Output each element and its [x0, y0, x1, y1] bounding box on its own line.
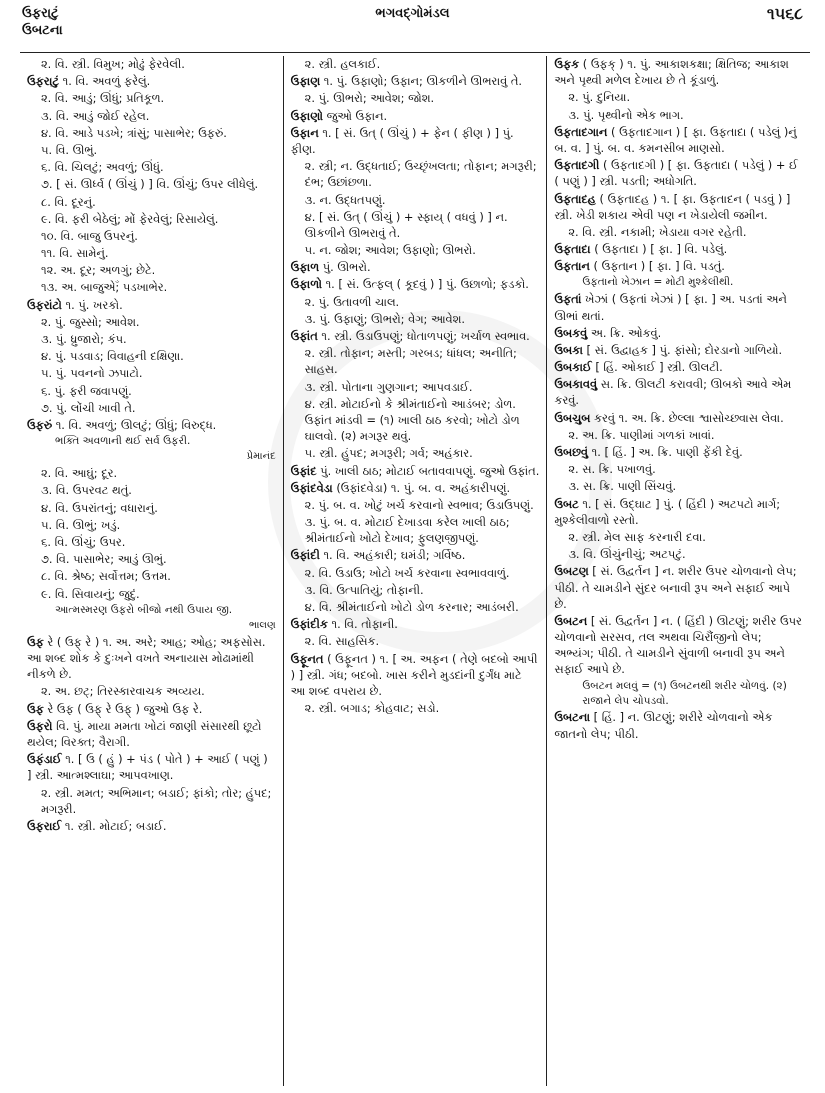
entry-sense: ૨. સ્ત્રી. મમત; અભિમાન; બડાઈ; ફાંકો; તોર; હુંપદ; મગરૂરી.: [41, 785, 272, 816]
entry-headword: ઉફાળ પું. ઊભરો.: [290, 260, 371, 275]
entry-sense: ૪. પું. પડવાડ; વિવાહની દક્ષિણા.: [41, 349, 184, 364]
entry-sense: ૪. વિ. આડે પડખે; ત્રાંસું; પાસાભેર; ઉફરું.: [41, 125, 227, 140]
dictionary-title: ભગવદ્ગોમંડલ: [375, 6, 450, 21]
entry-sense: ૯. વિ. સિવાયનું; જુદું.: [41, 586, 140, 601]
entry-headword: ઉબકાવવું સ. ક્રિ. ઊલટી કરાવવી; ઊબકો આવે એમ કરવું.: [554, 377, 792, 408]
header-first-word: ઉફરાટું: [22, 6, 59, 21]
entry-sense: ૩. વિ. ઊંચુંનીચું; અટપટું.: [568, 547, 686, 562]
dictionary-columns: [20, 56, 810, 1086]
column-middle: [283, 56, 547, 1086]
entry-headword: ઉબટન [ સં. ઉદ્વર્તન ] ન. ( હિંદી ) ઊટણું; શરીર ઉપર ચોળવાનો સરસવ, તલ અથવા ચિરૌંજીનો લેપ; અભ્યંગ; પીઠી. તે ચામડીને સુંવાળી બનાવી રૂપ અને સફાઈ આપે છે.: [554, 613, 802, 677]
entry-sense: ૨. વિ. સ્ત્રી. વિમુખ; મોઢું ફેરવેલી.: [41, 57, 185, 71]
entry-headword: ઉફાણ ૧. પું. ઉફાણો; ઉફાન; ઊકળીને ઊભરાવું તે.: [290, 74, 523, 89]
entry-sense: ૨. સ્ત્રી. મેલ સાફ કરનારી દવા.: [568, 529, 706, 544]
entry-headword: ઉફતાન ( ઉફતાન ) [ ફા. ] વિ. પડતું.: [554, 259, 725, 274]
entry-sense: ૨. અ. ક્રિ. પાણીમાં ગળકાં ખાવાં.: [568, 427, 715, 442]
entry-sense: ૩. પું. પૃથ્વીનો એક ભાગ.: [568, 107, 684, 122]
entry-headword: ઉફાન ૧. [ સં. ઉત્ ( ઊંચું ) + ફેન ( ફીણ ) ] પું. ફીણ.: [290, 125, 514, 156]
entry-sense: ૫. વિ. ઊભું; ખડું.: [41, 517, 121, 532]
entry-sense: ૩. પું. ઉફાણું; ઊભરો; વેગ; આવેશ.: [304, 311, 466, 326]
entry-headword: ઉફાંદવેડા (ઉફાંદવેડા) ૧. પું. બ. વ. અહંકારીપણું.: [290, 480, 511, 495]
entry-sense: ૫. વિ. ઊભું.: [41, 142, 98, 157]
entry-headword: ઉફાણો જુઓ ઉફાન.: [290, 108, 388, 123]
entry-sense: ૪. વિ. ઉપરાંતનું; વધારાનું.: [41, 500, 158, 515]
entry-sense: ૨. વિ. આઘું; દૂર.: [41, 466, 118, 481]
entry-sense: ૨. સ્ત્રી. તોફાન; મસ્તી; ગરબડ; ધાંધલ; અનીતિ; સાહસ.: [304, 346, 517, 377]
entry-sense: ૩. પું. ધ્રુજારો; કંપ.: [41, 332, 127, 346]
entry-sense: ૭. વિ. પાસાભેર; આડું ઊભું.: [41, 552, 167, 567]
entry-headword: ઉફતાદગી ( ઉફતાદગી ) [ ફા. ઉફતાદા ( પડેલું ) + ઈ ( પણું ) ] સ્ત્રી. પડતી; અધોગતિ.: [554, 158, 798, 189]
entry-sense: ૪. સ્ત્રી. મોટાઈનો કે શ્રીમંતાઈનો આડંબર; ડોળ. ઉફાંત માંડવી = (૧) ખાલી ઠાઠ કરવો; ખોટો ડોળ ઘાલવો. (૨) મગરૂર થવું.: [304, 396, 520, 444]
entry-headword: ઉબટના [ હિં. ] ન. ઊટણું; શરીરે ચોળવાનો એક જાતનો લેપ; પીઠી.: [554, 710, 773, 741]
entry-sense: ૨. સ્ત્રી. હલકાઈ.: [304, 57, 381, 71]
entry-headword: ઉબછવું ૧. [ હિં. ] અ. ક્રિ. પાણી ફેંકી દેવું.: [554, 445, 743, 460]
entry-sense: ૩. પું. બ. વ. મોટાઈ દેખાડવા કરેલ ખાલી ઠાઠ; શ્રીમંતાઈનો ખોટો દેખાવ; ફુલણજીપણું.: [304, 515, 510, 546]
entry-headword: ઉફક ( ઉફક્ ) ૧. પું. આકાશકક્ષા; ક્ષિતિજ; આકાશ અને પૃથ્વી મળેલ દેખાય છે તે કૂંડાળું.: [554, 57, 789, 88]
entry-sense: ૬. વિ. ચિલટું; અવળું; ઊંધું.: [41, 160, 164, 175]
page-number: ૧૫૬૮: [766, 4, 803, 23]
entry-headword: ઉબકવું અ. ક્રિ. ઓકવું.: [554, 325, 662, 340]
column-left: [20, 56, 283, 1086]
entry-sense: ૩. સ. ક્રિ. પાણી સિંચવું.: [568, 479, 677, 494]
entry-sense: ૨. પું. ઉતાવળી ચાલ.: [304, 294, 400, 309]
quotation-source: ભાલણ: [248, 619, 276, 631]
entry-headword: ઉફરો વિ. પું. માયા મમતા ખોટાં જાણી સંસારથી છૂટો થયેલ; વિરક્ત; વૈરાગી.: [27, 718, 262, 749]
entry-headword: ઉફ રે ( ઉફ્ રે ) ૧. અ. અરે; આહ; ઓહ; અફસોસ. આ શબ્દ શોક કે દુઃખને વખતે અનાયાસ મોઢામાંથી નીકળે છે.: [27, 634, 266, 682]
entry-sense: ૭. પું. લોંચી ખાવી તે.: [41, 400, 136, 415]
entry-sense: ૨. સ. ક્રિ. પખાળવું.: [568, 462, 656, 477]
entry-sense: ૧૦. વિ. બાજુ ઉપરનું.: [41, 228, 138, 243]
entry-sense: ૨. પું. દુનિયા.: [568, 90, 631, 105]
entry-quotation: ઉફતાનો ખેઝાન = મોટી મુશ્કેલીથી.: [582, 276, 734, 289]
entry-sense: ૨. પું. ઊભરો; આવેશ; જોશ.: [304, 91, 435, 106]
entry-sense: ૫. સ્ત્રી. હુંપદ; મગરૂરી; ગર્વ; અહંકાર.: [304, 446, 473, 461]
entry-sense: ૨. વિ. સાહસિક.: [304, 634, 380, 649]
entry-sense: ૨. વિ. આડું; ઊંધું; પ્રતિકૂળ.: [41, 91, 165, 106]
entry-headword: ઉબકા [ સં. ઉદ્વાહક ] પું. ફાંસો; દોરડાનો ગાળિયો.: [554, 342, 783, 357]
entry-sense: ૨. વિ. સ્ત્રી. નકામી; ખેડાયા વગર રહેતી.: [568, 224, 747, 239]
entry-sense: ૨. વિ. ઉડાઉ; ખોટો ખર્ચ કરવાના સ્વભાવવાળું.: [304, 565, 510, 580]
entry-sense: ૨. પું. જુસ્સો; આવેશ.: [41, 314, 140, 329]
entry-sense: ૩. વિ. ઉત્પાતિયું; તોફાની.: [304, 582, 424, 597]
entry-sense: ૨. પું. બ. વ. ખોટું ખર્ચ કરવાનો સ્વભાવ; ઉડાઉપણું.: [304, 497, 534, 512]
entry-sense: ૨. અ. છટ્; તિરસ્કારવાચક અવ્યય.: [41, 684, 205, 699]
entry-headword: ઉફરાટું ૧. વિ. અવળું ફરેલું.: [27, 74, 151, 89]
entry-headword: ઉફાંદ પું. ખાલી ઠાઠ; મોટાઈ બતાવવાપણું. જુઓ ઉફાંત.: [290, 463, 540, 478]
entry-sense: ૧૩. અ. બાજુએઁ; પડખાભેર.: [41, 280, 168, 295]
entry-sense: ૩. વિ. ઉપરવટ થતું.: [41, 483, 132, 498]
entry-headword: ઉફૂનત ( ઉફૂનત ) ૧. [ અ. અફન ( તેણે બદબો આપી ) ] સ્ત્રી. ગંધ; બદબો. ખાસ કરીને મુડદાંની દુર્ગંધ માટે આ શબ્દ વપરાય છે.: [290, 651, 538, 698]
entry-sense: ૮. વિ. શ્રેષ્ઠ; સર્વોત્તમ; ઉત્તમ.: [41, 569, 171, 584]
entry-sense: ૩. વિ. આડું જોઈ રહેલ.: [41, 108, 150, 123]
entry-headword: ઉબચુબ કરવું ૧. અ. ક્રિ. છેલ્લા શ્વાસોચ્છ્વાસ લેવા.: [554, 410, 784, 425]
quotation-source: પ્રેમાનંદ: [246, 451, 276, 463]
entry-sense: ૧૨. અ. દૂર; અળગું; છેટે.: [41, 263, 156, 278]
entry-headword: ઉફ રે ઉફ ( ઉફ્ રે ઉફ્ ) જુઓ ઉફ રે.: [27, 701, 203, 716]
entry-headword: ઉફરાંટો ૧. પું. ખરકો.: [27, 297, 123, 312]
entry-sense: ૪. વિ. શ્રીમંતાઈનો ખોટો ડોળ કરનાર; આડંબરી.: [304, 600, 519, 614]
entry-headword: ઉબટણ [ સં. ઉદ્વર્તન ] ન. શરીર ઉપર ચોળવાનો લેપ; પીઠી. તે ચામડીને સુંદર બનાવી રૂપ અને સફાઈ આપે છે.: [554, 564, 797, 611]
entry-sense: ૫. પું. પવનનો ઝપાટો.: [41, 366, 143, 381]
entry-headword: ઉફરાઈ ૧. સ્ત્રી. મોટાઈ; બડાઈ.: [27, 818, 167, 833]
entry-quotation: ઉબટન મલવું = (૧) ઉબટનથી શરીર ચોળવું. (૨) રાજાને લેપ ચોપડવો.: [582, 679, 787, 707]
entry-sense: ૨. સ્ત્રી. બગાડ; કોહવાટ; સડો.: [304, 701, 440, 716]
page-header: [0, 0, 825, 38]
entry-headword: ઉફાંદીક ૧. વિ. તોફાની.: [290, 617, 398, 632]
entry-headword: ઉફાંત ૧. સ્ત્રી. ઉડાઉપણું; ધોતાળપણું; ખર્ચાળ સ્વભાવ.: [290, 329, 530, 343]
entry-quotation: આત્મસ્મરણ ઉફરો બીજો નથી ઉપાય જી.: [55, 603, 233, 616]
entry-sense: ૬. વિ. ઊંચું; ઉપર.: [41, 534, 126, 549]
entry-headword: ઉફતાદા ( ઉફતાદા ) [ ફા. ] વિ. પડેલું.: [554, 242, 728, 257]
entry-sense: ૯. વિ. ફરી બેઠેલું; મોં ફેરવેલું; રિસાયેલું.: [41, 211, 219, 226]
entry-sense: ૧૧. વિ. સામેનું.: [41, 246, 109, 261]
entry-headword: ઉફાળો ૧. [ સં. ઉત્ફલ્ ( કૂદવું ) ] પું. ઉછાળો; ફડકો.: [290, 277, 529, 292]
entry-quotation: ભક્તિ અવળાની થઈ સર્વ ઉફરી.: [55, 435, 191, 448]
entry-headword: ઉફાંદી ૧. વિ. અહંકારી; ઘમંડી; ગર્વિષ્ઠ.: [290, 548, 466, 563]
entry-headword: ઉફંડાઈ ૧. [ ઉ ( હું ) + પંડ ( પોતે ) + આઈ ( પણું ) ] સ્ત્રી. આત્મશ્લાઘા; આપવખાણ.: [27, 752, 268, 783]
entry-headword: ઉફરું ૧. વિ. અવળું; ઊલટું; ઊંધું; વિરુદ્ધ.: [27, 417, 217, 432]
entry-sense: ૩. સ્ત્રી. પોતાના ગુણગાન; આપવડાઈ.: [304, 379, 473, 394]
header-rule: [20, 52, 810, 53]
entry-sense: ૫. ન. જોશ; આવેશ; ઉફાણો; ઊભરો.: [304, 243, 476, 258]
header-last-word: ઉબટના: [22, 23, 63, 38]
entry-sense: ૭. [ સં. ઊર્ધ્વ ( ઊંચું ) ] વિ. ઊંચું; ઉપર લીધેલું.: [41, 177, 259, 192]
entry-sense: ૮. વિ. દૂરનું.: [41, 194, 96, 209]
entry-sense: ૨. સ્ત્રી; ન. ઉદ્ધતાઈ; ઉચ્છૃંખલતા; તોફાન; મગરૂરી; દંભ; ઉછાંછળા.: [304, 159, 537, 190]
entry-sense: ૬. પું. ફરી જવાપણું.: [41, 383, 132, 398]
entry-headword: ઉબકાઈ [ હિં. ઓકાઈ ] સ્ત્રી. ઊલટી.: [554, 360, 723, 375]
entry-headword: ઉફતાદગાન ( ઉફતાદગાન ) [ ફા. ઉફતાદા ( પડેલું )નું બ. વ. ] પું. બ. વ. કમનસીબ માણસો.: [554, 124, 797, 155]
entry-headword: ઉફતાદહ ( ઉફતાદહ ) ૧. [ ફા. ઉફતાદન ( પડવું ) ] સ્ત્રી. ખેડી શકાય એવી પણ ન ખેડાયેલી જમીન.: [554, 191, 791, 222]
entry-headword: ઉબટ ૧. [ સં. ઉદ્ઘાટ ] પું. ( હિંદી ) અટપટો માર્ગ; મુશ્કેલીવાળો રસ્તો.: [554, 496, 781, 527]
entry-sense: ૪. [ સં. ઉત્ ( ઊંચું ) + સ્ફાય્ ( વધવું ) ] ન. ઊકળીને ઊભરાવું તે.: [304, 209, 508, 240]
column-right: [546, 56, 810, 1086]
entry-headword: ઉફતાં ખેઝાં ( ઉફતાં ખેઝાં ) [ ફા. ] અ. પડતાં અને ઊભાં થતાં.: [554, 292, 787, 323]
entry-sense: ૩. ન. ઉદ્ધતપણું.: [304, 192, 386, 207]
